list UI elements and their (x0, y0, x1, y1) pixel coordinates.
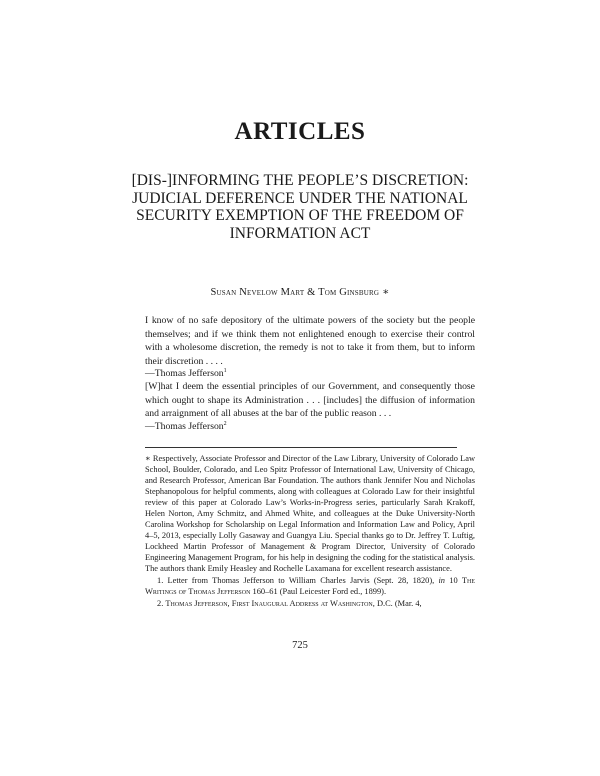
footnotes (145, 453, 475, 609)
footnote-text: Letter from Thomas Jefferson to William Charles Jarvis (Sept. 28, 1820), (167, 576, 435, 585)
footnote-source: The Writings of Thomas Jefferson (145, 576, 476, 596)
footnote-1 (145, 575, 475, 597)
author-names: Susan Nevelow Mart & Tom Ginsburg (210, 287, 380, 298)
section-heading: ARTICLES (234, 118, 366, 145)
footnote-marker: ∗ (145, 454, 151, 463)
footnote-star (145, 453, 475, 574)
epigraph-quote: I know of no safe depository of the ultimate powers of the society but the people themselves; and if we think them not enlightened enough to exercise their control with a wholesome discretion, the remedy is not to take it from them, but to inform their discretion . . . . (145, 315, 475, 367)
attribution-text: —Thomas Jefferson (145, 421, 224, 432)
footnote-2 (145, 598, 475, 609)
footnote-text: 160–61 (Paul Leicester Ford ed., 1899). (252, 587, 387, 596)
footnote-text: Respectively, Associate Professor and Director of the Law Library, University of Colorado Law School, Boulder, Colorado, and Leo Spitz Professor of International Law, University of Chicago, and Research Professor, American Bar Foundation. The authors thank Jennifer Nou and Nicholas Stephanopolous for helpful comments, along with colleagues at Colorado Law for their insightful review of this paper at Colorado Law’s Works-in-Progress series, particularly Sarah Krakoff, Helen Norton, Amy Schmitz, and Ahmed White, and colleagues at the Duke University-North Carolina Workshop for Scholarship on Legal Information and Information Law and Policy, April 4–5, 2013, especially Lolly Gasaway and Guangya Liu. Special thanks go to Dr. Jeffrey T. Luftig, Lockheed Martin Professor of Management & Program Director, University of Colorado Engineering Management Program, for his help in designing the coding for the statistical analysis. The authors thank Emily Heasley and Rochelle Laxamana for excellent research assistance. (145, 454, 475, 573)
footnote-number: 1. (157, 576, 164, 585)
article-title: [DIS-]INFORMING THE PEOPLE’S DISCRETION: JUDICIAL DEFERENCE UNDER THE NATIONAL SECURITY EXEMPTION OF THE FREEDOM OF INFORMATION ACT (131, 172, 469, 242)
author-footnote-marker[interactable]: ∗ (382, 287, 390, 298)
epigraph-quote: [W]hat I deem the essential principles of our Government, and consequently those which ought to shape its Administration . . . [includes] the diffusion of information and arraignment of all abuses at the bar of the public reason . . . (145, 381, 475, 419)
footnote-source: Thomas Jefferson, First Inaugural Address at Washington, D.C. (165, 599, 393, 608)
footnote-volume: 10 (449, 576, 458, 585)
page-number: 725 (292, 640, 308, 651)
epigraph-attribution (145, 367, 475, 381)
author-line (0, 286, 600, 298)
attribution-text: —Thomas Jefferson (145, 368, 224, 379)
footnote-text: (Mar. 4, (394, 599, 422, 608)
footnote-ref[interactable]: 2 (223, 420, 227, 427)
footnote-number: 2. (157, 599, 164, 608)
footnote-divider (145, 447, 457, 448)
footnote-ref[interactable]: 1 (223, 367, 227, 374)
footnote-signal: in (438, 576, 445, 585)
epigraph-attribution (145, 420, 475, 434)
